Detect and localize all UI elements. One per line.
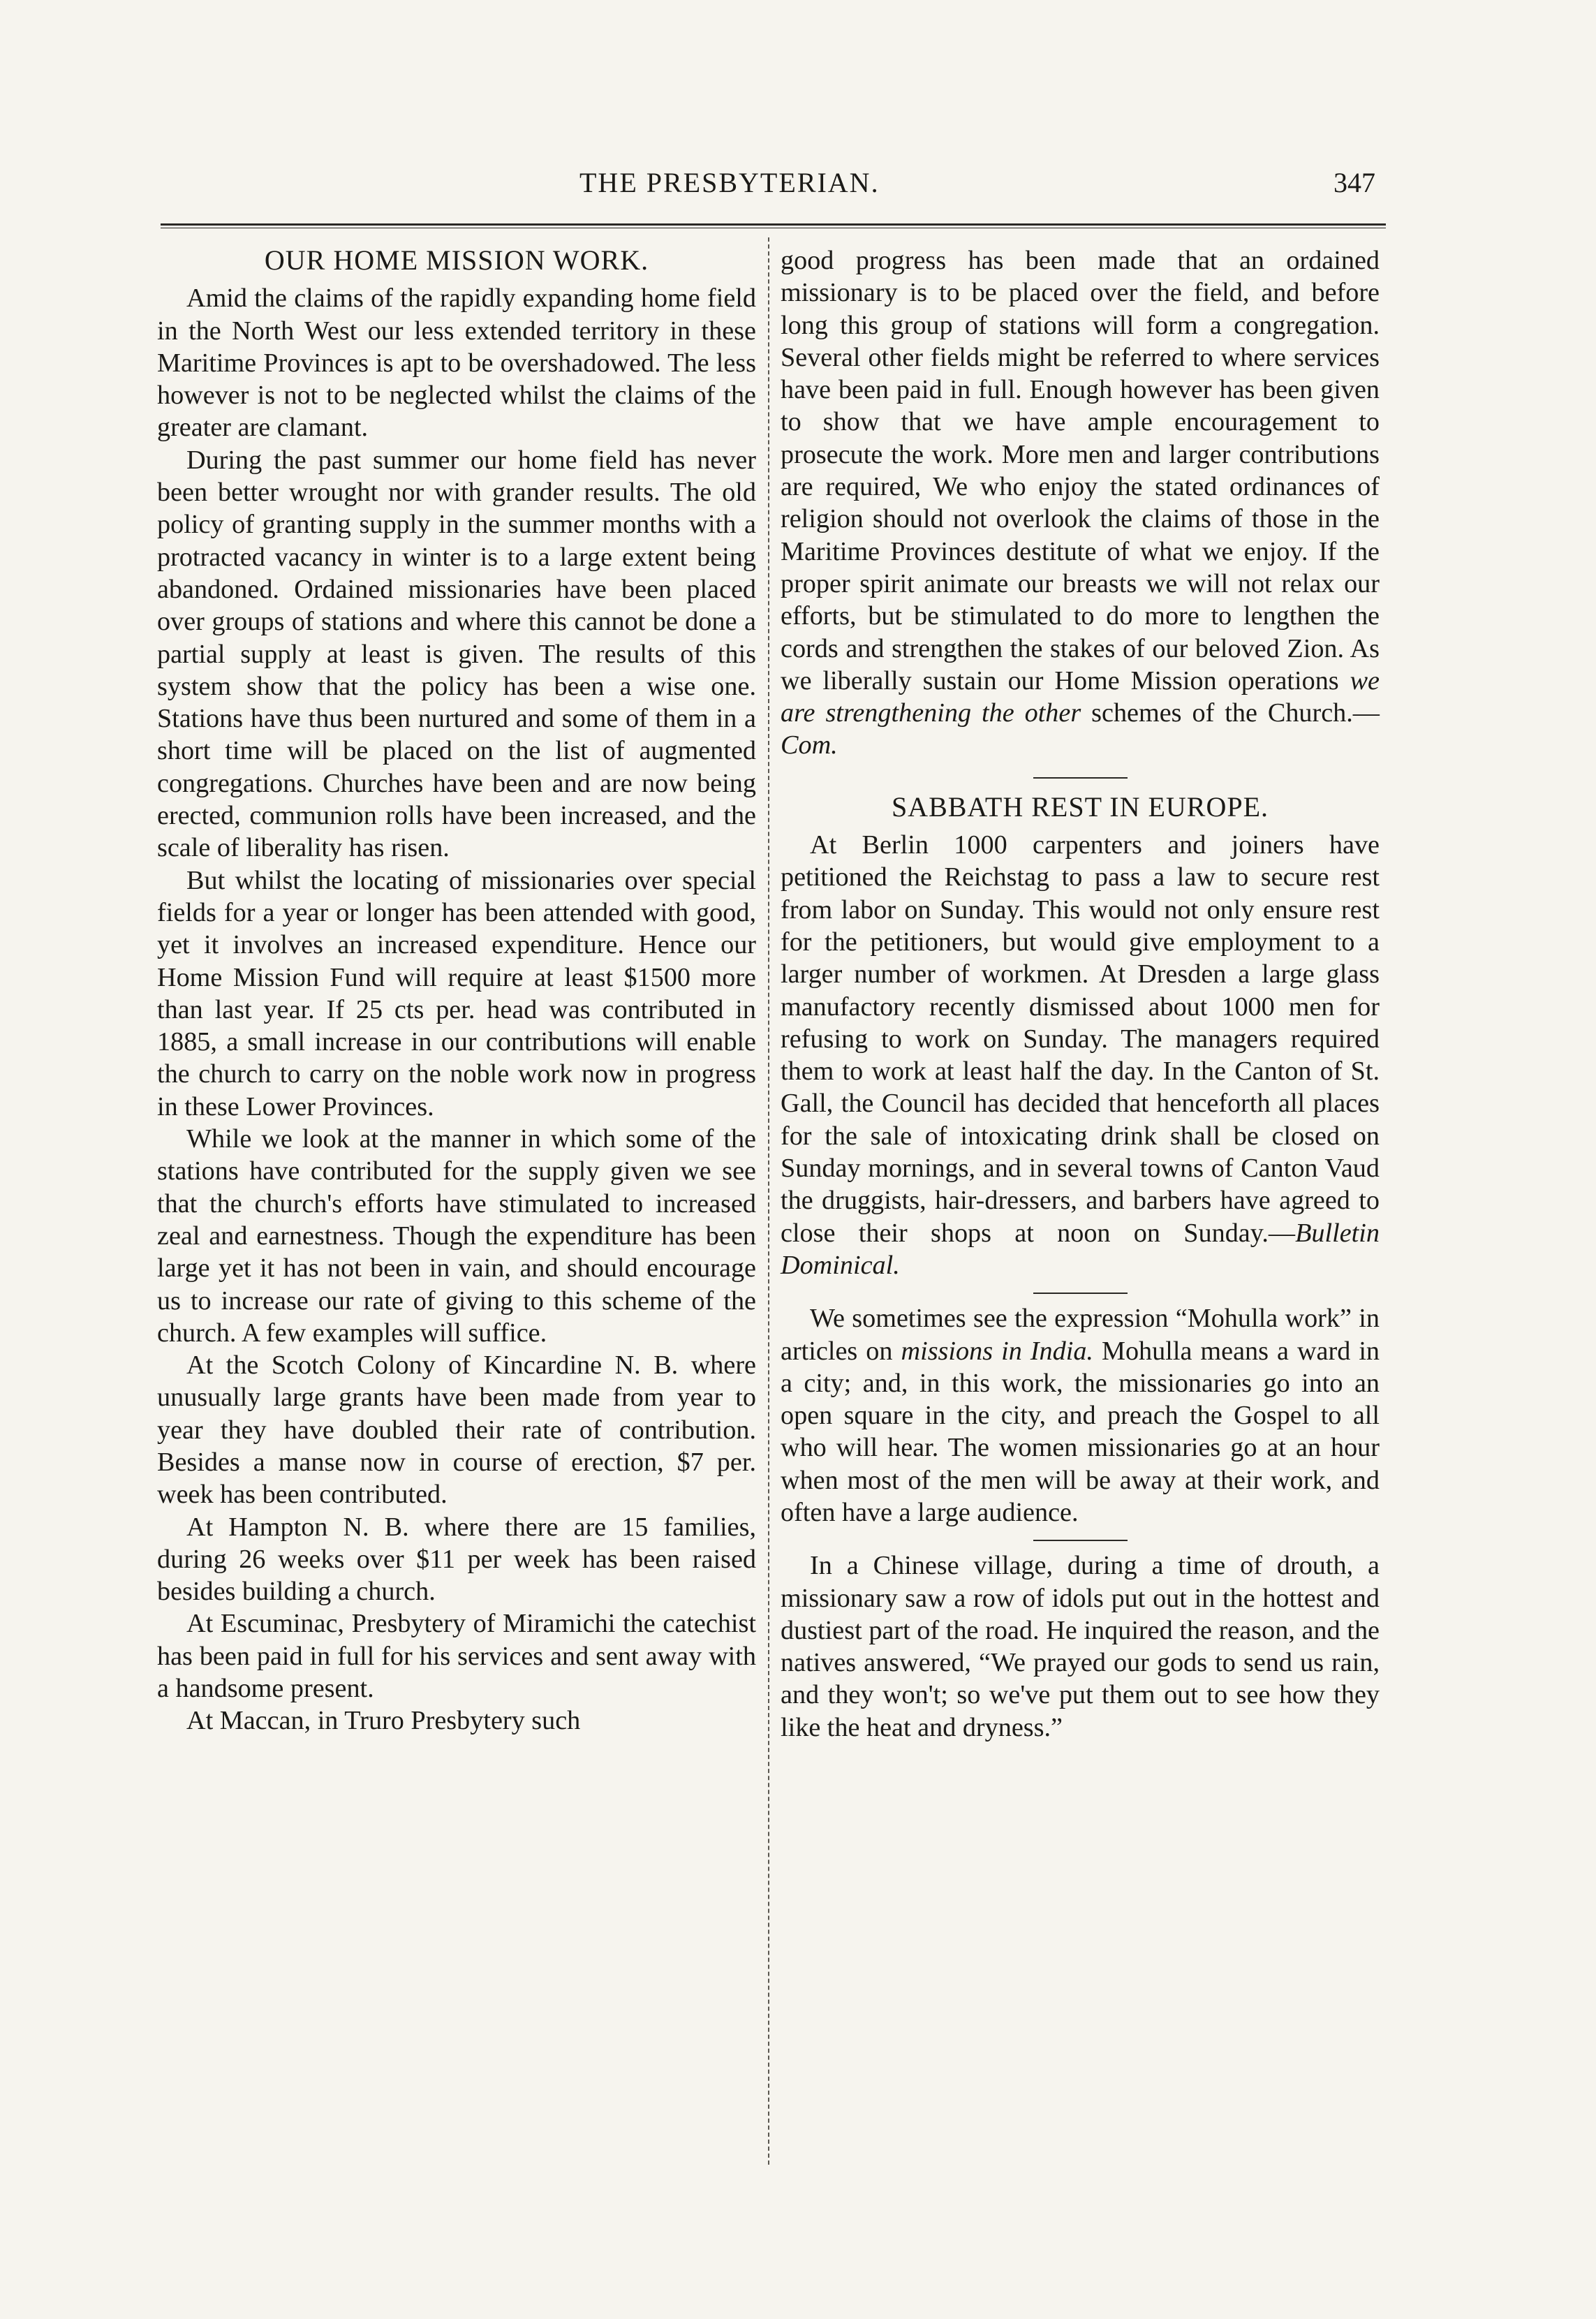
sabbath-text: At Berlin 1000 carpenters and joiners have petitioned the Reichstag to pass a law to secure rest from labor on Sunday. This would not only ensure rest for the petitioners, but would give employment to a larger number of workmen. At Dresden a large glass manufactory recently dismissed about 1000 men for refusing to work on Sunday. The managers required them to work at least half the day. In the Canton of St. Gall, the Council has decided that henceforth all places for the sale of intoxicating drink shall be closed on Sunday mornings, and in several towns of Canton Vaud the druggists, hair-dressers, and barbers have agreed to close their shops at noon on Sunday.— — [781, 830, 1380, 1248]
continuation-italic: we are strengthening the other — [781, 665, 1380, 728]
paragraph — [781, 829, 1380, 1281]
column-divider — [768, 237, 769, 2165]
mohulla-italic: missions in India. — [901, 1336, 1093, 1366]
page-number: 347 — [1333, 167, 1375, 198]
continuation-text: good progress has been made that an ordained missionary is to be placed over the field, and before long this group of stations will form a congregation. Several other fields might be referred to where services have been paid in full. Enough however has been given to show that we have ample encouragement to prosecute the work. More men and larger contributions are required, We who enjoy the stated ordinances of religion should not overlook the claims of those in the Maritime Provinces destitute of what we enjoy. If the proper spirit animate our breasts we will not relax our efforts, but be stimulated to do more to lengthen the cords and strengthen the stakes of our beloved Zion. As we liberally sustain our Home Mission operations — [781, 246, 1380, 695]
paragraph: During the past summer our home field has never been better wrought nor with grander results. The old policy of granting supply in the summer months with a protracted vacancy in winter is to a large extent being abandoned. Ordained missionaries have been placed over groups of stations and where this cannot be done a partial supply at least is given. The results of this system show that the policy has been a wise one. Stations have thus been nurtured and some of them in a short time will be placed on the list of augmented congregations. Churches have been and are now being erected, communion rolls have been increased, and the scale of liberality has risen. — [157, 445, 756, 863]
section-rule — [1033, 777, 1128, 779]
paragraph: Amid the claims of the rapidly expanding home field in the North West our less extended territory in these Maritime Provinces is apt to be overshadowed. The less however is not to be neglected whilst the claims of the greater are clamant. — [157, 284, 756, 443]
section-rule — [1033, 1540, 1128, 1541]
header-rule — [161, 223, 1386, 228]
article-heading-home-mission: OUR HOME MISSION WORK. — [264, 244, 649, 276]
source-citation: Bulletin Dominical. — [781, 1218, 1380, 1280]
continuation-end: schemes of the Church.— — [1091, 698, 1380, 728]
paragraph — [781, 1302, 1380, 1529]
mohulla-text-b: Mohulla means a ward in a city; and, in this work, the missionaries go into an open square in the city, and preach the Gospel to all who will hear. The women missionaries go at an hour when most of the men will be away at their work, and often have a large audience. — [781, 1336, 1380, 1527]
running-title: THE PRESBYTERIAN. — [579, 167, 880, 198]
article-heading-sabbath: SABBATH REST IN EUROPE. — [891, 790, 1269, 823]
paragraph: While we look at the manner in which some of the stations have contributed for the supply given we see that the church's efforts have stimulated to increased zeal and earnestness. Though the expenditure has been large yet it has not been in vain, and should encourage us to increase our rate of giving to this scheme of the church. A few examples will suffice. — [157, 1124, 756, 1348]
left-column — [157, 244, 756, 1737]
page-header — [161, 166, 1375, 208]
paragraph: But whilst the locating of missionaries over special fields for a year or longer has been attended with good, yet it involves an increased expenditure. Hence our Home Mission Fund will require at least $1500 more than last year. If 25 cts per. head was contributed in 1885, a small increase in our contributions will enable the church to carry on the noble work now in progress in these Lower Provinces. — [157, 865, 756, 1121]
mohulla-text-a: We sometimes see the expression “Mohulla work” in articles on — [781, 1304, 1380, 1366]
paragraph: At the Scotch Colony of Kincardine N. B. where unusually large grants have been made from year to year they have doubled their rate of contribution. Besides a manse now in course of erection, $7 per. week has been contributed. — [157, 1350, 756, 1510]
paragraph: At Hampton N. B. where there are 15 families, during 26 weeks over $11 per week has been raised besides building a church. — [157, 1512, 756, 1607]
continued-paragraph — [781, 244, 1380, 762]
right-column — [781, 244, 1380, 1744]
paragraph: In a Chinese village, during a time of drouth, a missionary saw a row of idols put out in the hottest and dustiest part of the road. He inquired the reason, and the natives answered, “We prayed our gods to send us rain, and they won't; so we've put them out to see how they like the heat and dryness.” — [781, 1551, 1380, 1742]
section-rule — [1033, 1293, 1128, 1294]
paragraph: At Escuminac, Presbytery of Miramichi the catechist has been paid in full for his services and sent away with a handsome present. — [157, 1609, 756, 1704]
signature: Com. — [781, 730, 838, 760]
paragraph: At Maccan, in Truro Presbytery such — [186, 1706, 581, 1736]
